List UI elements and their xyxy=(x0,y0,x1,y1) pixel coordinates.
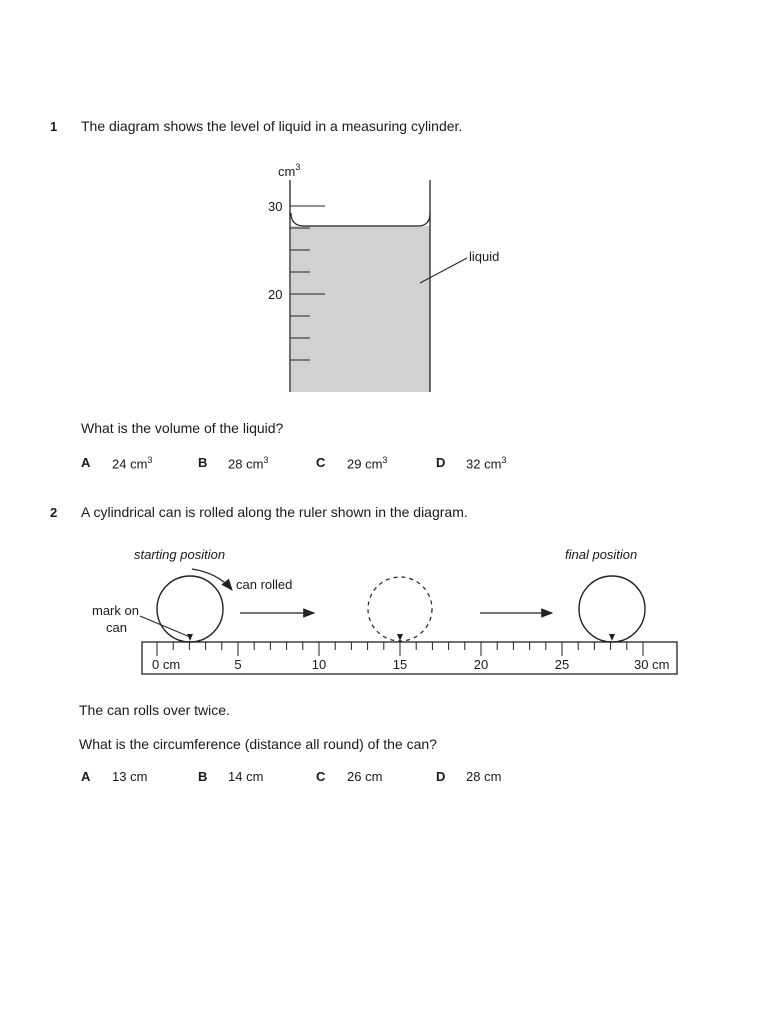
liquid-meniscus xyxy=(291,213,430,226)
option-d-value: 32 $cm^3$ xyxy=(466,455,507,472)
option-d-letter: D xyxy=(436,769,446,784)
question-2-prompt: What is the circumference (distance all round) of the can? xyxy=(79,736,437,752)
mark-pointer-line xyxy=(140,616,190,637)
can-final xyxy=(579,576,645,642)
final-position-label: final position xyxy=(565,547,638,562)
option-b-value: 28 $cm^3$ xyxy=(228,455,269,472)
option-b-value: 14 cm xyxy=(228,769,264,784)
option-c-value: 29 $cm^3$ xyxy=(347,455,388,472)
question-2-statement: The can rolls over twice. xyxy=(79,702,230,718)
starting-position-label: starting position xyxy=(134,547,226,562)
can-start xyxy=(157,576,223,642)
question-2-text: A cylindrical can is rolled along the ruler shown in the diagram. xyxy=(81,504,468,520)
option-d-letter: D xyxy=(436,455,446,470)
option-a-value: 13 cm xyxy=(112,769,148,784)
mark-label-line1: mark on xyxy=(92,603,139,618)
question-1-prompt: What is the volume of the liquid? xyxy=(81,420,284,436)
option-c-value: 26 cm xyxy=(347,769,383,784)
question-1-text: The diagram shows the level of liquid in a measuring cylinder. xyxy=(81,118,463,134)
ruler-label-15: 15 xyxy=(392,657,408,672)
rolling-can-diagram xyxy=(0,535,768,685)
question-2-number: 2 xyxy=(50,505,58,520)
can-start-mark xyxy=(187,634,193,641)
ruler-start-label: 0 cm xyxy=(152,657,181,672)
option-a-letter: A xyxy=(81,769,91,784)
option-a-letter: A xyxy=(81,455,91,470)
liquid-fill xyxy=(291,226,430,392)
can-middle xyxy=(368,577,432,641)
cylinder-unit-label: $cm^3$ xyxy=(278,162,301,179)
option-b-letter: B xyxy=(198,769,208,784)
ruler-label-5: 5 xyxy=(234,657,242,672)
mark-label-line2: can xyxy=(106,620,127,635)
liquid-label: liquid xyxy=(469,249,500,264)
ruler-end-label: 30 cm xyxy=(634,657,670,672)
option-d-value: 28 cm xyxy=(466,769,502,784)
can-middle-mark xyxy=(397,634,403,641)
option-b-letter: B xyxy=(198,455,208,470)
measuring-cylinder-diagram xyxy=(0,150,768,410)
ruler-label-25: 25 xyxy=(554,657,570,672)
option-c-letter: C xyxy=(316,769,326,784)
scale-label-top: 30 xyxy=(268,199,283,214)
option-a-value: 24 $cm^3$ xyxy=(112,455,153,472)
ruler-label-10: 10 xyxy=(311,657,327,672)
question-1-number: 1 xyxy=(50,119,58,134)
can-final-mark xyxy=(609,634,615,641)
scale-label-mid: 20 xyxy=(268,287,283,302)
ruler-label-20: 20 xyxy=(473,657,489,672)
ruler-ticks xyxy=(157,642,643,656)
can-rolled-arrow xyxy=(192,569,232,590)
option-c-letter: C xyxy=(316,455,326,470)
can-rolled-label: can rolled xyxy=(236,577,293,592)
